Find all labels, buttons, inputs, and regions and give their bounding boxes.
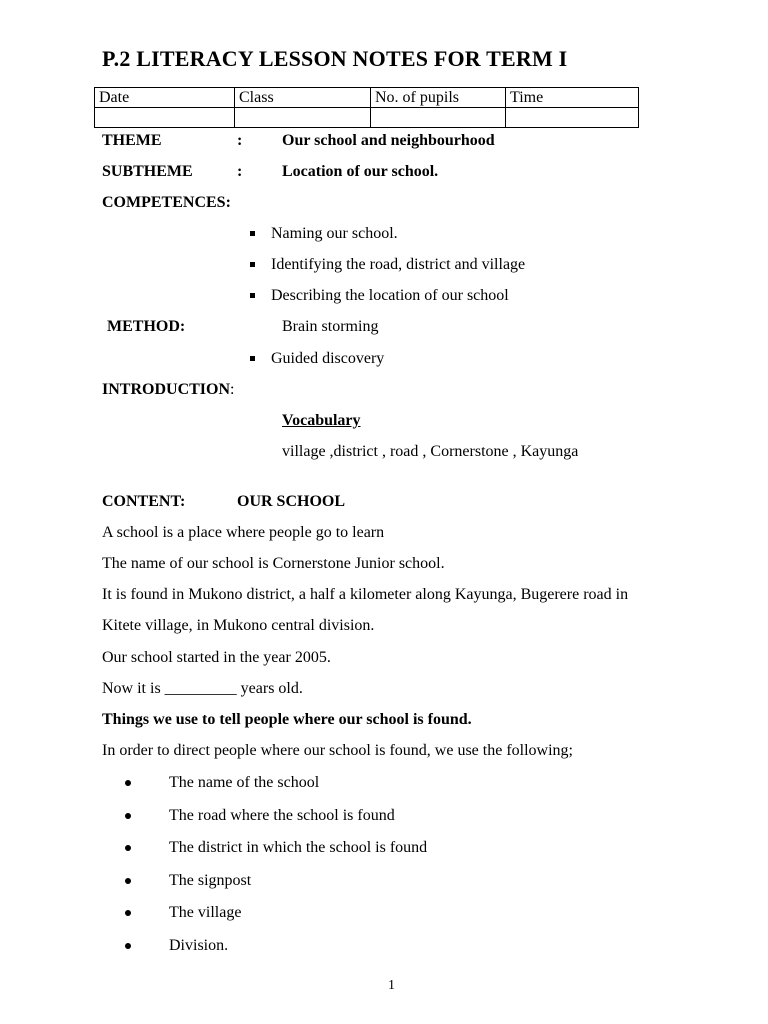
round-bullet-icon [125,813,131,819]
table-row [95,108,639,128]
content-label: CONTENT: [102,493,186,510]
content-line: The name of our school is Cornerstone Junior school. [102,555,445,572]
list-item: The district in which the school is found [169,839,428,856]
vocabulary-words: village ,district , road , Cornerstone , Kayunga [282,443,579,460]
round-bullet-icon [125,845,131,851]
competences-label: COMPETENCES: [102,194,231,211]
square-bullet-icon [250,262,255,267]
header-class: Class [235,88,371,108]
lesson-info-table [94,87,639,128]
cell-time [506,108,639,128]
header-pupils: No. of pupils [371,88,506,108]
square-bullet-icon [250,356,255,361]
content-line: Our school started in the year 2005. [102,649,331,666]
cell-class [235,108,371,128]
method-item: Guided discovery [271,350,385,367]
list-item: The name of the school [169,774,320,791]
header-time: Time [506,88,639,108]
cell-date [95,108,235,128]
square-bullet-icon [250,293,255,298]
round-bullet-icon [125,943,131,949]
content-line: Now it is _________ years old. [102,680,303,697]
introduction-heading [102,380,234,400]
content-line: Kitete village, in Mukono central division. [102,617,375,634]
header-date: Date [95,88,235,108]
square-bullet-icon [250,231,255,236]
content-subheading: Things we use to tell people where our school is found. [102,711,472,728]
subtheme-separator: : [237,163,243,180]
page-number: 1 [388,978,395,993]
list-item: The signpost [169,872,252,889]
content-heading: OUR SCHOOL [237,493,346,510]
content-line: It is found in Mukono district, a half a kilometer along Kayunga, Bugerere road in [102,586,629,603]
page-title: P.2 LITERACY LESSON NOTES FOR TERM I [102,46,568,71]
content-line: A school is a place where people go to learn [102,524,385,541]
competence-item: Naming our school. [271,225,398,242]
cell-pupils [371,108,506,128]
table-header-row [95,88,639,108]
subtheme-label: SUBTHEME [102,163,193,180]
introduction-label: INTRODUCTION [102,381,231,398]
subtheme-value: Location of our school. [282,163,439,180]
list-item: The village [169,904,242,921]
round-bullet-icon [125,910,131,916]
competence-item: Describing the location of our school [271,287,509,304]
theme-separator: : [237,132,243,149]
vocabulary-heading: Vocabulary [282,412,361,429]
list-item: Division. [169,937,229,954]
method-first: Brain storming [282,318,379,335]
theme-label: THEME [102,132,162,149]
competence-item: Identifying the road, district and village [271,256,526,273]
method-label: METHOD: [107,318,186,335]
content-intro-line: In order to direct people where our school is found, we use the following; [102,742,573,759]
introduction-colon: : [230,381,235,398]
theme-value: Our school and neighbourhood [282,132,495,149]
round-bullet-icon [125,780,131,786]
list-item: The road where the school is found [169,807,395,824]
round-bullet-icon [125,878,131,884]
